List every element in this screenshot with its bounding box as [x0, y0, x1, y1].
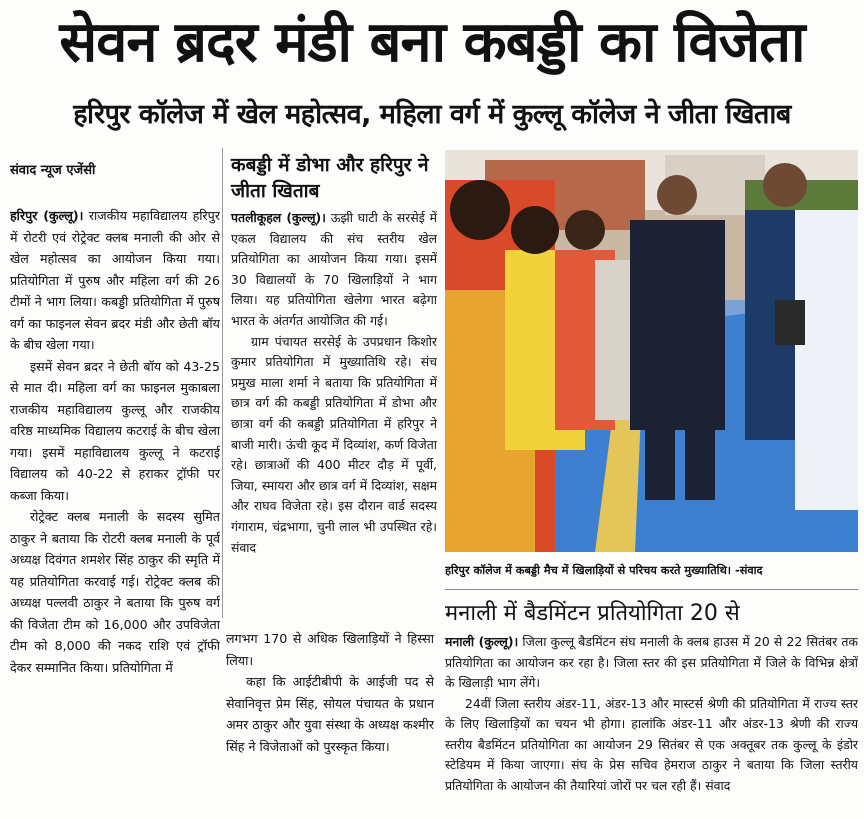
kabaddi-event-photo	[445, 150, 858, 552]
kabaddi-sidebar-story	[222, 148, 437, 618]
photo-caption-text: हरिपुर कॉलेज में कबड्डी मैच में खिलाड़ियों से परिचय करते मुख्यातिथि।	[445, 564, 732, 577]
badminton-story-credit: संवाद	[705, 777, 731, 793]
main-story-paragraph-3: रोट्रेक्ट क्लब मनाली के सदस्य सुमित ठाकुर ने बताया कि रोटरी क्लब मनाली के पूर्व अध्यक्ष दिवंगत शमशेर सिंह ठाकुर की स्मृति में यह प्रतियोगिता करवाई गई। रोट्रेक्ट क्लब की अध्यक्ष पल्लवी ठाकुर ने बताया कि पुरुष वर्ग की विजेता टीम को 16,000 और उपविजेता टीम को 8,000 की नकद राशि एवं ट्रॉफी देकर सम्मानित किया। प्रतियोगिता में	[10, 509, 220, 675]
badminton-story-paragraph-1: मनाली (कुल्लू)। जिला कुल्लू बैडमिंटन संघ मनाली के क्लब हाउस में 20 से 22 सितंबर तक प्रतियोगिता का आयोजन कर रहा है। जिला स्तर की इस प्रतियोगिता में जिले के विभिन्न क्षेत्रों के खिलाड़ी भाग लेंगे।	[445, 634, 858, 690]
kabaddi-story-dateline: पतलीकूहल (कुल्लू)।	[231, 210, 326, 225]
kabaddi-story-paragraph-1: पतलीकूहल (कुल्लू)। ऊझी घाटी के सरसेई में एकल विद्यालय की संच स्तरीय खेल प्रतियोगिता का आयोजन किया गया। इसमें 30 विद्यालयों के 70 खिलाड़ियों ने भाग लिया। यह प्रतियोगिता खेलेगा भारत बढ़ेगा भारत के अंतर्गत आयोजित की गई।	[231, 210, 437, 328]
main-story-column	[10, 205, 220, 815]
headline: सेवन ब्रदर मंडी बना कबड्डी का विजेता	[59, 10, 805, 75]
main-story-paragraph-4: लगभग 170 से अधिक खिलाड़ियों ने हिस्सा लिया।	[226, 631, 434, 668]
main-story-continued	[226, 628, 434, 813]
byline: संवाद न्यूज एजेंसी	[10, 163, 96, 178]
badminton-story-dateline: मनाली (कुल्लू)।	[445, 634, 519, 649]
main-story-paragraph-5: कहा कि आईटीबीपी के आईजी पद से सेवानिवृत्त प्रेम सिंह, सोयल पंचायत के प्रधान अमर ठाकुर और युवा संस्था के अध्यक्ष कश्मीर सिंह ने विजेताओं को पुरस्कृत किया।	[226, 674, 434, 754]
subheadline: हरिपुर कॉलेज में खेल महोत्सव, महिला वर्ग में कुल्लू कॉलेज ने जीता खिताब	[73, 99, 791, 130]
badminton-story	[445, 596, 858, 811]
kabaddi-story-title: कबड्डी में डोभा और हरिपुर ने जीता खिताब	[231, 154, 429, 202]
badminton-story-paragraph-2: 24वीं जिला स्तरीय अंडर-11, अंडर-13 और मास्टर्स श्रेणी की प्रतियोगिता में राज्य स्तर के लिए खिलाड़ियों का चयन भी होगा। हालांकि अंडर-11 और अंडर-13 श्रेणी की राज्य स्तरीय बैडमिंटन प्रतियोगिता का आयोजन 29 सितंबर से एक अक्तूबर तक कुल्लू के इंडोर स्टेडियम में किया जाएगा। संघ के प्रेस सचिव हेमराज ठाकुर ने बताया कि जिला स्तरीय प्रतियोगिता के आयोजन की तैयारियां जोरों पर चल रही हैं। संवाद	[445, 695, 858, 793]
badminton-story-title: मनाली में बैडमिंटन प्रतियोगिता 20 से	[445, 601, 740, 626]
main-story-paragraph-2: इसमें सेवन ब्रदर ने छेती बॉय को 43-25 से मात दी। महिला वर्ग का फाइनल मुकाबला राजकीय महाविद्यालय कुल्लू और राजकीय वरिष्ठ माध्यमिक विद्यालय कटराई के बीच खेला गया। इसमें महाविद्यालय कुल्लू ने कटराई विद्यालय को 40-22 से हराकर ट्रॉफी पर कब्जा किया।	[10, 358, 220, 503]
photo-credit: -संवाद	[735, 564, 763, 577]
news-photo	[445, 150, 858, 552]
photo-caption	[445, 556, 858, 586]
kabaddi-story-paragraph-2: ग्राम पंचायत सरसेई के उपप्रधान किशोर कुमार प्रतियोगिता में मुख्यातिथि रहे। संच प्रमुख माला शर्मा ने बताया कि प्रतियोगिता में छात्र वर्ग की कबड्डी प्रतियोगिता में डोभा और छात्रा वर्ग की कबड्डी प्रतियोगिता में हरिपुर ने बाजी मारी। ऊंची कूद में दिव्यांश, कर्ण विजेता रहे। छात्राओं की 400 मीटर दौड़ में पूर्वी, जिया, स्मायरा और छात्र वर्ग में दिव्यांश, सक्षम और राघव विजेता रहे। इस दौरान वार्ड सदस्य गंगाराम, चंद्रभागा, चुनी लाल भी उपस्थित रहे। संवाद	[231, 333, 437, 555]
main-story-dateline: हरिपुर (कुल्लू)।	[10, 208, 84, 223]
divider	[445, 589, 858, 590]
kabaddi-story-credit: संवाद	[231, 539, 257, 555]
main-story-paragraph-1: हरिपुर (कुल्लू)। राजकीय महाविद्यालय हरिपुर में रोटरी एवं रोट्रेक्ट क्लब मनाली की ओर से खेल महोत्सव का आयोजन किया गया। प्रतियोगिता में पुरुष और महिला वर्ग की 26 टीमों ने भाग लिया। कबड्डी प्रतियोगिता में पुरुष वर्ग का फाइनल सेवन ब्रदर मंडी और छेती बॉय के बीच खेला गया।	[10, 208, 220, 352]
